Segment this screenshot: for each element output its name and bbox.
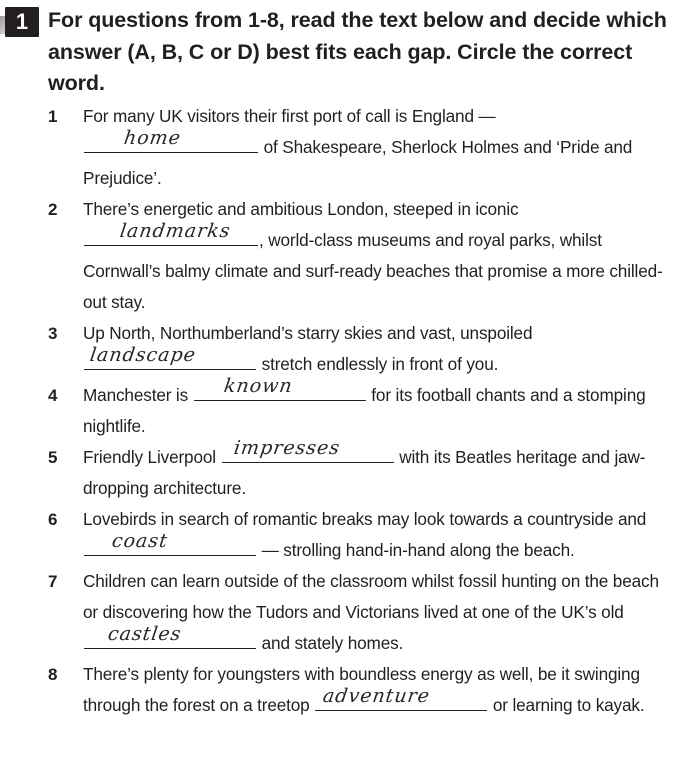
- question-text-after: or learning to kayak.: [488, 695, 645, 715]
- question-number: 1: [48, 107, 58, 126]
- question-text-before: Lovebirds in search of romantic breaks may look towards a countryside and: [83, 509, 647, 529]
- question-6: [0, 504, 682, 566]
- question-text-after: of Shakespeare, Sherlock Holmes and ‘Pride and Prejudice’.: [83, 137, 633, 188]
- question-text-before: There’s energetic and ambitious London, steeped in iconic: [83, 199, 519, 219]
- question-1: [0, 101, 682, 194]
- question-text-before: Manchester is: [83, 385, 193, 405]
- question-number: 2: [48, 200, 58, 219]
- handwritten-answer: castles: [106, 623, 184, 645]
- question-text-after: stretch endlessly in front of you.: [257, 354, 499, 374]
- question-list: [0, 101, 682, 721]
- answer-gap-7[interactable]: [84, 623, 256, 649]
- question-number: 6: [48, 510, 58, 529]
- question-text-before: There’s plenty for youngsters with boundless energy as well, be it swinging through the forest on a treetop: [83, 664, 640, 715]
- exercise-number-badge: 1: [5, 7, 39, 37]
- question-text-after: and stately homes.: [257, 633, 404, 653]
- question-text-before: Children can learn outside of the classroom whilst fossil hunting on the beach or discovering how the Tudors and Victorians lived at one of the UK’s old: [83, 571, 659, 622]
- question-number: 7: [48, 572, 58, 591]
- handwritten-answer: landmarks: [118, 220, 233, 242]
- handwritten-answer: known: [222, 375, 294, 397]
- answer-gap-8[interactable]: [315, 685, 487, 711]
- question-text-after: — strolling hand-in-hand along the beach.: [257, 540, 575, 560]
- question-text-after: for its football chants and a stomping nightlife.: [83, 385, 646, 436]
- answer-gap-3[interactable]: [84, 344, 256, 370]
- question-number: 3: [48, 324, 58, 343]
- question-number: 8: [48, 665, 58, 684]
- handwritten-answer: home: [122, 127, 183, 149]
- question-text-before: For many UK visitors their first port of call is England —: [83, 106, 496, 126]
- question-8: [0, 659, 682, 721]
- handwritten-answer: coast: [110, 530, 170, 552]
- question-text-after: , world-class museums and royal parks, whilst Cornwall’s balmy climate and surf-ready beaches that promise a more chilled-out stay.: [83, 230, 663, 312]
- question-7: [0, 566, 682, 659]
- answer-gap-6[interactable]: [84, 530, 256, 556]
- question-text-after: with its Beatles heritage and jaw-dropping architecture.: [83, 447, 646, 498]
- handwritten-answer: impresses: [232, 437, 342, 459]
- question-text-before: Up North, Northumberland’s starry skies and vast, unspoiled: [83, 323, 533, 343]
- question-number: 5: [48, 448, 58, 467]
- answer-gap-2[interactable]: [84, 220, 258, 246]
- answer-gap-1[interactable]: [84, 127, 258, 153]
- question-5: [0, 437, 682, 504]
- exercise-instructions: For questions from 1-8, read the text below and decide which answer (A, B, C or D) best fits each gap. Circle the correct word.: [48, 8, 667, 95]
- question-number: 4: [48, 386, 58, 405]
- handwritten-answer: adventure: [321, 685, 432, 707]
- answer-gap-5[interactable]: [222, 437, 394, 463]
- answer-gap-4[interactable]: [194, 375, 366, 401]
- question-3: [0, 318, 682, 380]
- question-text-before: Friendly Liverpool: [83, 447, 221, 467]
- question-2: [0, 194, 682, 318]
- handwritten-answer: landscape: [88, 344, 198, 366]
